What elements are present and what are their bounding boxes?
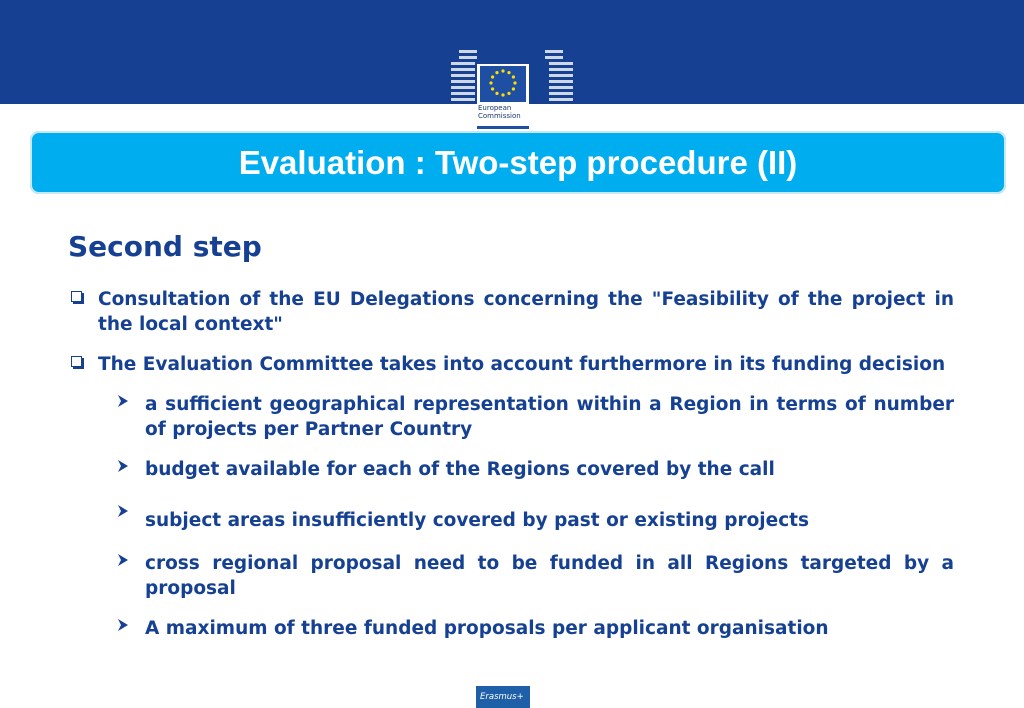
bullet-item [68,352,954,377]
sub-bullet-item [145,508,954,533]
checkbox-bullet-icon [71,291,82,302]
sub-bullet-item [145,616,954,641]
arrow-bullet-icon [116,616,130,634]
arrow-bullet-icon [116,502,130,520]
checkbox-bullet-icon [71,356,82,367]
erasmus-plus-logo [476,686,530,708]
title-bar [30,131,1006,194]
arrow-bullet-icon [116,392,130,410]
slide-content [68,230,954,656]
logo-line-1: European [478,104,512,112]
sub-bullet-text: A maximum of three funded proposals per applicant organisation [145,618,829,639]
arrow-bullet-icon [116,551,130,569]
bullet-item [68,287,954,337]
sub-bullet-item [145,457,954,482]
logo-line-2: Commission [478,112,521,120]
bullet-text: The Evaluation Committee takes into account furthermore in its funding decision [98,354,946,375]
sub-bullet-item [145,551,954,601]
slide-title: Evaluation : Two-step procedure (II) [238,143,798,181]
sub-bullet-text: budget available for each of the Regions covered by the call [145,459,775,480]
sub-bullet-text: a sufficient geographical representation within a Region in terms of number of projects per Partner Country [145,394,954,440]
sub-bullet-text: subject areas insufficiently covered by past or existing projects [145,510,810,531]
sub-bullet-text: cross regional proposal need to be funded in all Regions targeted by a proposal [145,553,954,599]
bullet-text: Consultation of the EU Delegations concerning the "Feasibility of the project in the local context" [98,289,954,335]
logo-caption [478,104,538,120]
arrow-bullet-icon [116,457,130,475]
section-heading: Second step [68,230,262,263]
sub-bullet-item [145,392,954,442]
erasmus-label: Erasmus+ [480,692,524,702]
